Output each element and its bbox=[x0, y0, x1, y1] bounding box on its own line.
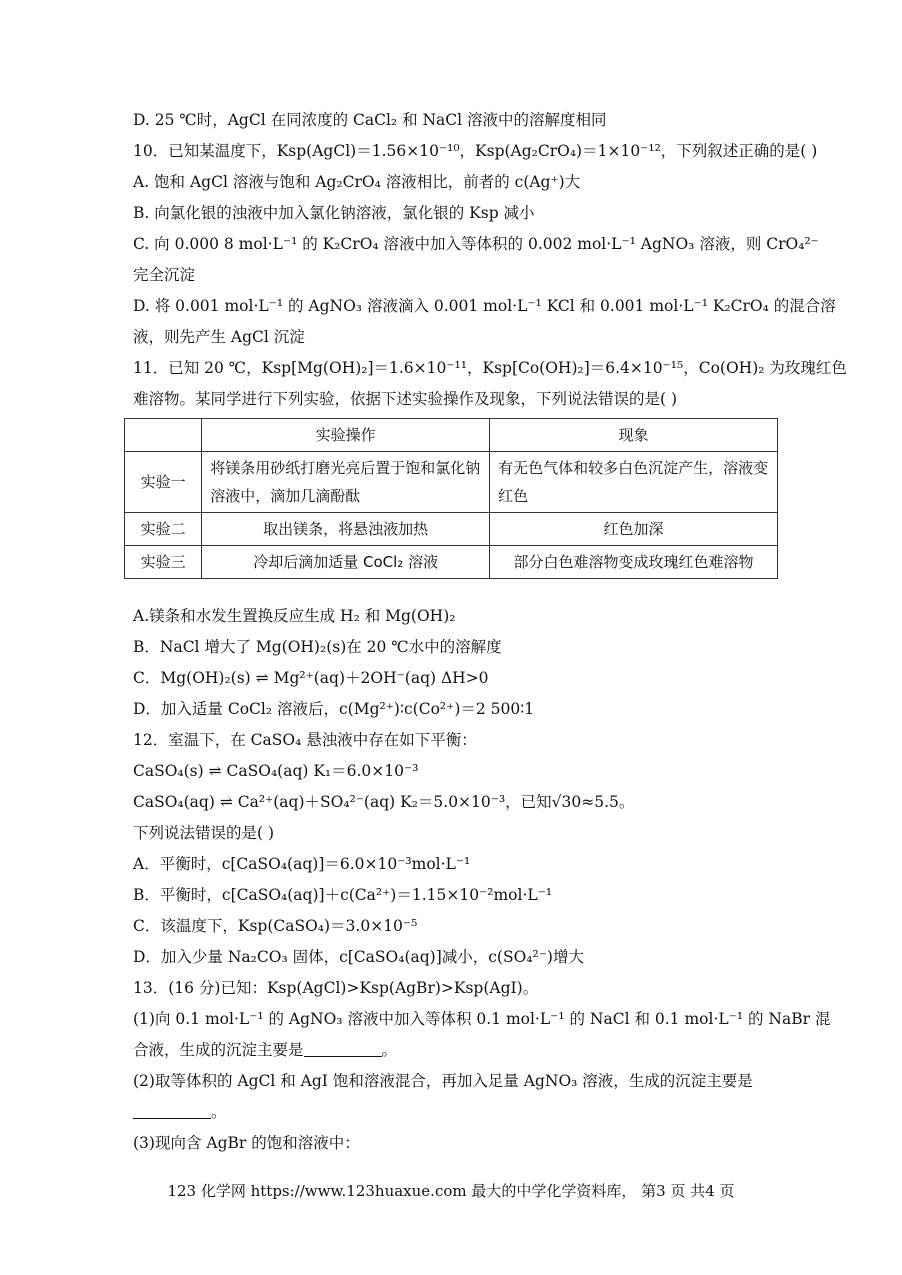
table-row bbox=[125, 546, 778, 579]
table-row bbox=[125, 513, 778, 546]
q13-part1-text: 合液，生成的沉淀主要是 bbox=[133, 1041, 304, 1059]
question-13: 13．(16 分)已知：Ksp(AgCl)>Ksp(AgBr)>Ksp(AgI)。 bbox=[133, 979, 539, 997]
q11-option-a: A.镁条和水发生置换反应生成 H₂ 和 Mg(OH)₂ bbox=[133, 607, 456, 625]
q13-part3: (3)现向含 AgBr 的饱和溶液中： bbox=[133, 1134, 360, 1152]
q12-option-b: B．平衡时，c[CaSO₄(aq)]＋c(Ca²⁺)＝1.15×10⁻²mol·L⁻¹ bbox=[133, 886, 553, 904]
q12-option-c: C．该温度下，Ksp(CaSO₄)＝3.0×10⁻⁵ bbox=[133, 917, 418, 935]
q10-option-c-line2: 完全沉淀 bbox=[133, 266, 196, 284]
q12-option-a: A．平衡时，c[CaSO₄(aq)]＝6.0×10⁻³mol·L⁻¹ bbox=[133, 855, 471, 873]
row-label: 实验三 bbox=[125, 546, 202, 579]
question-11-line2: 难溶物。某同学进行下列实验，依据下述实验操作及现象，下列说法错误的是( ) bbox=[133, 390, 678, 408]
table-header-cell bbox=[125, 419, 202, 452]
answer-blank[interactable] bbox=[133, 1104, 211, 1119]
table-header-cell: 实验操作 bbox=[202, 419, 490, 452]
row-label: 实验一 bbox=[125, 452, 202, 513]
q13-part2-line1: (2)取等体积的 AgCl 和 AgI 饱和溶液混合，再加入足量 AgNO₃ 溶液，生成的沉淀主要是 bbox=[133, 1072, 753, 1090]
q13-part1-line2 bbox=[133, 1040, 397, 1060]
row-label: 实验二 bbox=[125, 513, 202, 546]
table-row bbox=[125, 452, 778, 513]
q12-equilibrium-1: CaSO₄(s) ⇌ CaSO₄(aq) K₁＝6.0×10⁻³ bbox=[133, 762, 419, 780]
question-10: 10．已知某温度下，Ksp(AgCl)＝1.56×10⁻¹⁰，Ksp(Ag₂CrO₄)＝1×10⁻¹²，下列叙述正确的是( ) bbox=[133, 142, 818, 160]
row-operation: 取出镁条，将悬浊液加热 bbox=[202, 513, 490, 546]
q12-option-d: D．加入少量 Na₂CO₃ 固体，c[CaSO₄(aq)]减小，c(SO₄²⁻)增大 bbox=[133, 948, 584, 966]
q11-option-d: D．加入适量 CoCl₂ 溶液后，c(Mg²⁺)∶c(Co²⁺)＝2 500∶1 bbox=[133, 700, 535, 718]
q12-prompt: 下列说法错误的是( ) bbox=[133, 824, 275, 842]
row-observation: 部分白色难溶物变成玫瑰红色难溶物 bbox=[490, 546, 778, 579]
row-observation: 有无色气体和较多白色沉淀产生，溶液变红色 bbox=[490, 452, 778, 513]
q10-option-a: A. 饱和 AgCl 溶液与饱和 Ag₂CrO₄ 溶液相比，前者的 c(Ag⁺)大 bbox=[133, 173, 581, 191]
q12-equilibrium-2: CaSO₄(aq) ⇌ Ca²⁺(aq)＋SO₄²⁻(aq) K₂＝5.0×10⁻³，已知√30≈5.5。 bbox=[133, 793, 635, 811]
q10-option-b: B. 向氯化银的浊液中加入氯化钠溶液，氯化银的 Ksp 减小 bbox=[133, 204, 535, 222]
period: 。 bbox=[211, 1103, 227, 1121]
option-d-previous: D. 25 ℃时，AgCl 在同浓度的 CaCl₂ 和 NaCl 溶液中的溶解度相同 bbox=[133, 111, 607, 129]
question-11-line1: 11．已知 20 ℃，Ksp[Mg(OH)₂]＝1.6×10⁻¹¹，Ksp[Co(OH)₂]＝6.4×10⁻¹⁵，Co(OH)₂ 为玫瑰红色 bbox=[133, 359, 847, 377]
q13-part2-line2 bbox=[133, 1102, 227, 1122]
experiment-table bbox=[124, 418, 778, 579]
table-header-cell: 现象 bbox=[490, 419, 778, 452]
q11-option-b: B．NaCl 增大了 Mg(OH)₂(s)在 20 ℃水中的溶解度 bbox=[133, 638, 502, 656]
q10-option-d-line2: 液，则先产生 AgCl 沉淀 bbox=[133, 328, 305, 346]
page-footer: 123 化学网 https://www.123huaxue.com 最大的中学化学资料库， 第3 页 共4 页 bbox=[167, 1182, 735, 1200]
row-operation: 将镁条用砂纸打磨光亮后置于饱和氯化钠溶液中，滴加几滴酚酞 bbox=[202, 452, 490, 513]
answer-blank[interactable] bbox=[304, 1042, 382, 1057]
q10-option-d-line1: D. 将 0.001 mol·L⁻¹ 的 AgNO₃ 溶液滴入 0.001 mol·L⁻¹ KCl 和 0.001 mol·L⁻¹ K₂CrO₄ 的混合溶 bbox=[133, 297, 836, 315]
q11-option-c: C．Mg(OH)₂(s) ⇌ Mg²⁺(aq)＋2OH⁻(aq) ΔH>0 bbox=[133, 669, 489, 687]
q10-option-c-line1: C. 向 0.000 8 mol·L⁻¹ 的 K₂CrO₄ 溶液中加入等体积的 0.002 mol·L⁻¹ AgNO₃ 溶液，则 CrO₄²⁻ bbox=[133, 235, 819, 253]
period: 。 bbox=[381, 1041, 398, 1059]
row-observation: 红色加深 bbox=[490, 513, 778, 546]
question-12: 12．室温下，在 CaSO₄ 悬浊液中存在如下平衡： bbox=[133, 731, 477, 749]
row-operation: 冷却后滴加适量 CoCl₂ 溶液 bbox=[202, 546, 490, 579]
table-header-row bbox=[125, 419, 778, 452]
q13-part1-line1: (1)向 0.1 mol·L⁻¹ 的 AgNO₃ 溶液中加入等体积 0.1 mol·L⁻¹ 的 NaCl 和 0.1 mol·L⁻¹ 的 NaBr 混 bbox=[133, 1010, 831, 1028]
